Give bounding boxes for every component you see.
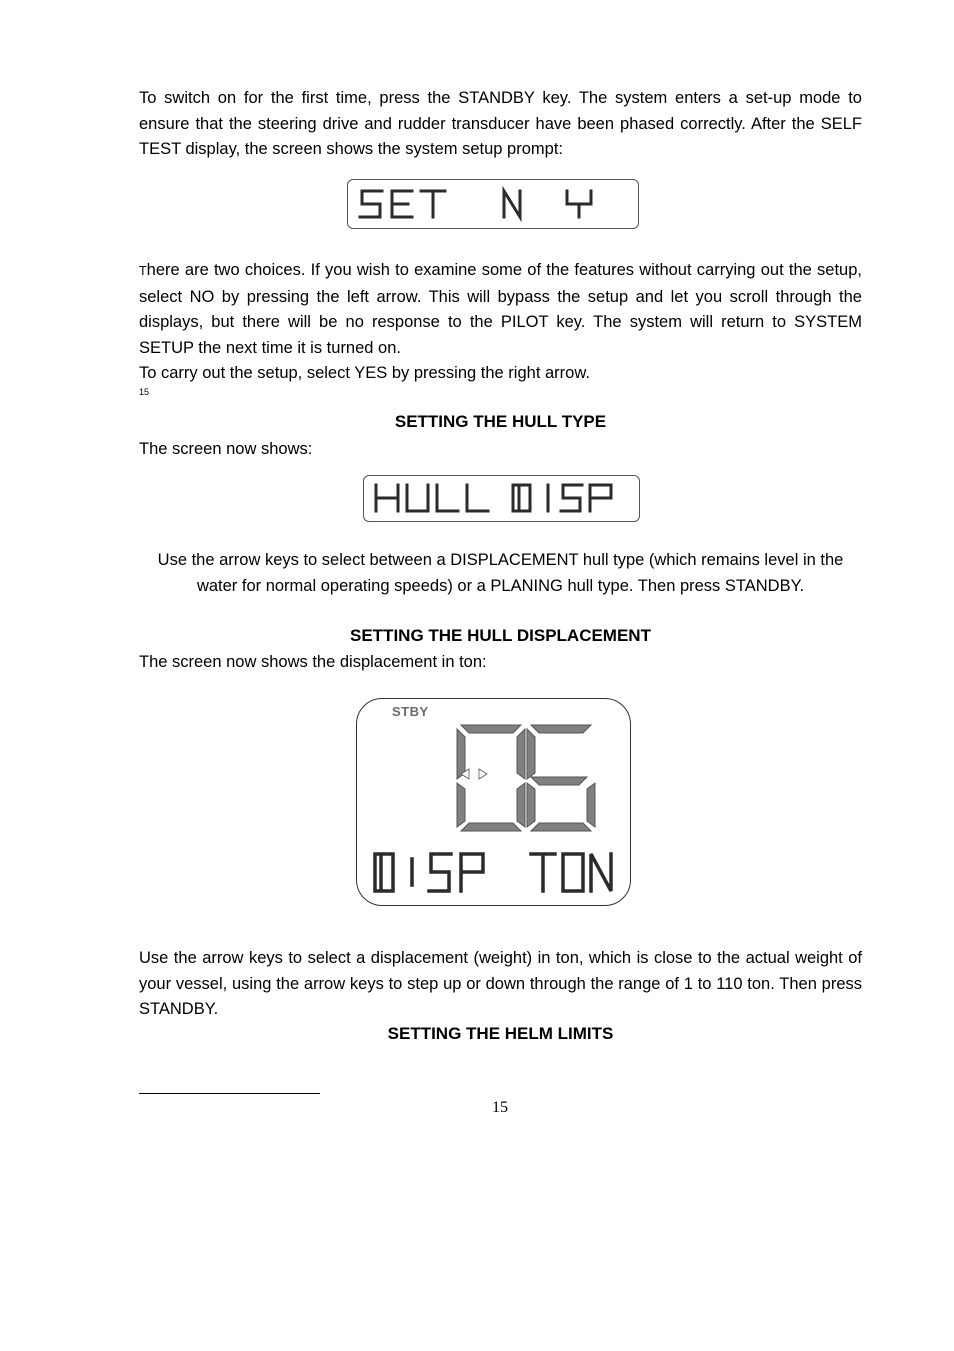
standby-indicator: STBY <box>392 704 429 719</box>
heading-hull-type: SETTING THE HULL TYPE <box>394 412 607 431</box>
hull-type-screen-intro: The screen now shows: <box>139 440 313 458</box>
choices-paragraph-body: here are two choices. If you wish to examine some of the features without carrying out the setup, select NO by pressing the left arrow. This will bypass the setup and let you scroll through the displays, but there will be no response to the PILOT key. The system will return to SYSTEM SETUP the next time it is turned on. <box>139 261 862 357</box>
setup-prompt-segments <box>348 180 638 228</box>
displacement-display <box>356 698 631 906</box>
intro-paragraph: To switch on for the first time, press the STANDBY key. The system enters a set-up mode to ensure that the steering drive and rudder transducer have been phased correctly. After the SELF TEST display, the screen shows the system setup prompt: <box>139 89 862 159</box>
select-yes-line: To carry out the setup, select YES by pressing the right arrow. <box>139 364 590 382</box>
choices-paragraph <box>139 258 862 361</box>
choices-paragraph-lead: T <box>139 264 147 278</box>
hull-displacement-screen-intro: The screen now shows the displacement in ton: <box>139 653 487 671</box>
footnote-reference: 15 <box>139 387 150 397</box>
heading-hull-displacement: SETTING THE HULL DISPLACEMENT <box>350 626 651 645</box>
hull-type-segments <box>364 476 639 521</box>
setup-prompt-display <box>347 179 639 229</box>
hull-type-display <box>363 475 640 522</box>
hull-type-paragraph: Use the arrow keys to select between a DISPLACEMENT hull type (which remains level in the water for normal operating speeds) or a PLANING hull type. Then press STANDBY. <box>157 551 844 595</box>
hull-displacement-paragraph: Use the arrow keys to select a displacement (weight) in ton, which is close to the actual weight of your vessel, using the arrow keys to step up or down through the range of 1 to 110 ton. Then press STANDBY. <box>139 949 862 1019</box>
heading-helm-limits: SETTING THE HELM LIMITS <box>387 1024 614 1043</box>
page-number: 15 <box>492 1099 508 1116</box>
displacement-segments <box>357 699 630 905</box>
footnote-separator <box>139 1093 320 1094</box>
